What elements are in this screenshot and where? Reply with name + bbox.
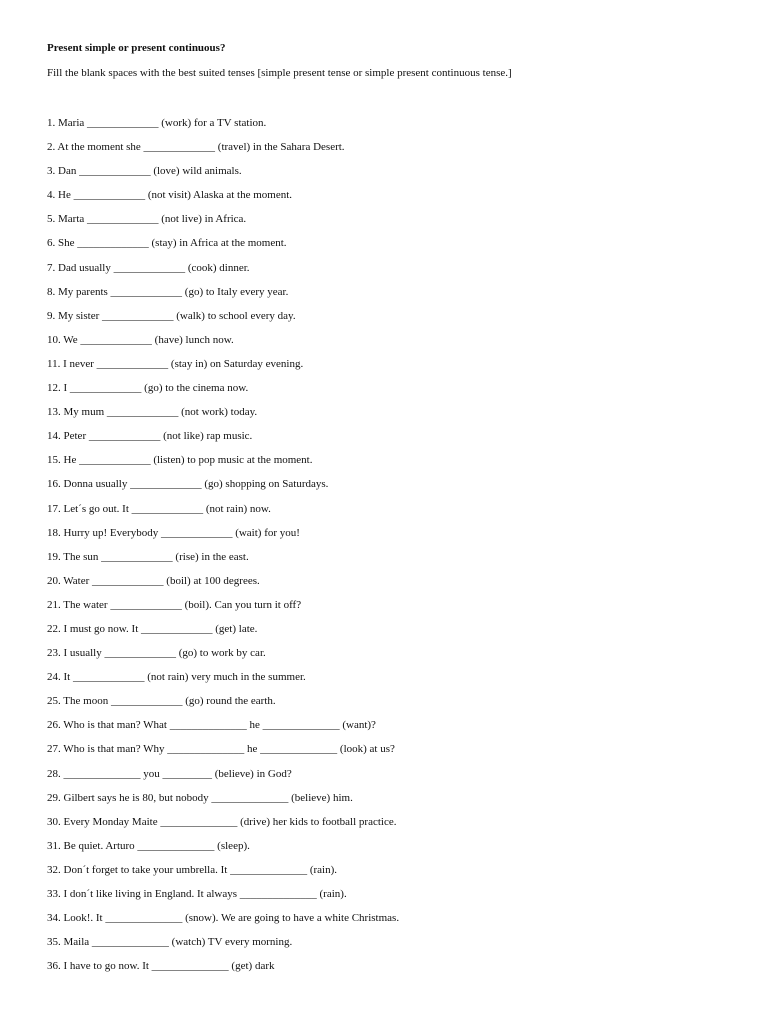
exercise-item-15: 15. He _____________ (listen) to pop music at the moment.	[47, 454, 313, 467]
exercise-list	[47, 116, 399, 983]
exercise-item-32: 32. Don´t forget to take your umbrella. It ______________ (rain).	[47, 863, 338, 876]
exercise-item-14: 14. Peter _____________ (not like) rap music.	[47, 430, 253, 443]
exercise-item-13: 13. My mum _____________ (not work) today.	[47, 406, 258, 419]
exercise-item-22: 22. I must go now. It _____________ (get) late.	[47, 622, 258, 635]
exercise-item-34: 34. Look!. It ______________ (snow). We are going to have a white Christmas.	[47, 912, 400, 925]
exercise-item-25: 25. The moon _____________ (go) round the earth.	[47, 695, 276, 708]
exercise-item-10: 10. We _____________ (have) lunch now.	[47, 333, 234, 346]
exercise-item-33: 33. I don´t like living in England. It always ______________ (rain).	[47, 888, 347, 900]
exercise-item-35: 35. Maila ______________ (watch) TV every morning.	[47, 936, 293, 949]
exercise-item-23: 23. I usually _____________ (go) to work by car.	[47, 647, 266, 660]
exercise-item-5: 5. Marta _____________ (not live) in Africa.	[47, 213, 247, 226]
exercise-item-21: 21. The water _____________ (boil). Can you turn it off?	[47, 598, 302, 611]
exercise-item-30: 30. Every Monday Maite ______________ (drive) her kids to football practice.	[47, 815, 397, 828]
exercise-item-7: 7. Dad usually _____________ (cook) dinner.	[47, 261, 250, 274]
exercise-item-3: 3. Dan _____________ (love) wild animals.	[47, 165, 242, 178]
exercise-item-17: 17. Let´s go out. It _____________ (not rain) now.	[47, 502, 271, 515]
exercise-item-1: 1. Maria _____________ (work) for a TV station.	[47, 117, 267, 129]
worksheet-title: Present simple or present continuous?	[47, 42, 226, 54]
exercise-item-28: 28. ______________ you _________ (believe) in God?	[47, 767, 292, 780]
exercise-item-31: 31. Be quiet. Arturo ______________ (sleep).	[47, 839, 250, 852]
worksheet-instructions: Fill the blank spaces with the best suited tenses [simple present tense or simple present continuous tense.]	[47, 67, 512, 79]
exercise-item-20: 20. Water _____________ (boil) at 100 degrees.	[47, 574, 260, 587]
exercise-item-19: 19. The sun _____________ (rise) in the east.	[47, 550, 249, 563]
exercise-item-12: 12. I _____________ (go) to the cinema now.	[47, 382, 249, 395]
exercise-item-27: 27. Who is that man? Why ______________ he ______________ (look) at us?	[47, 743, 395, 756]
exercise-item-2: 2. At the moment she _____________ (travel) in the Sahara Desert.	[47, 141, 345, 154]
exercise-item-24: 24. It _____________ (not rain) very much in the summer.	[47, 671, 306, 684]
exercise-item-29: 29. Gilbert says he is 80, but nobody ______________ (believe) him.	[47, 791, 353, 804]
exercise-item-9: 9. My sister _____________ (walk) to school every day.	[47, 309, 296, 322]
exercise-item-8: 8. My parents _____________ (go) to Italy every year.	[47, 285, 289, 298]
exercise-item-6: 6. She _____________ (stay) in Africa at the moment.	[47, 237, 287, 250]
exercise-item-36: 36. I have to go now. It ______________ (get) dark	[47, 960, 275, 973]
exercise-item-26: 26. Who is that man? What ______________ he ______________ (want)?	[47, 719, 376, 732]
exercise-item-16: 16. Donna usually _____________ (go) shopping on Saturdays.	[47, 478, 329, 491]
exercise-item-18: 18. Hurry up! Everybody _____________ (wait) for you!	[47, 526, 300, 539]
exercise-item-11: 11. I never _____________ (stay in) on Saturday evening.	[47, 357, 304, 370]
exercise-item-4: 4. He _____________ (not visit) Alaska at the moment.	[47, 189, 293, 202]
